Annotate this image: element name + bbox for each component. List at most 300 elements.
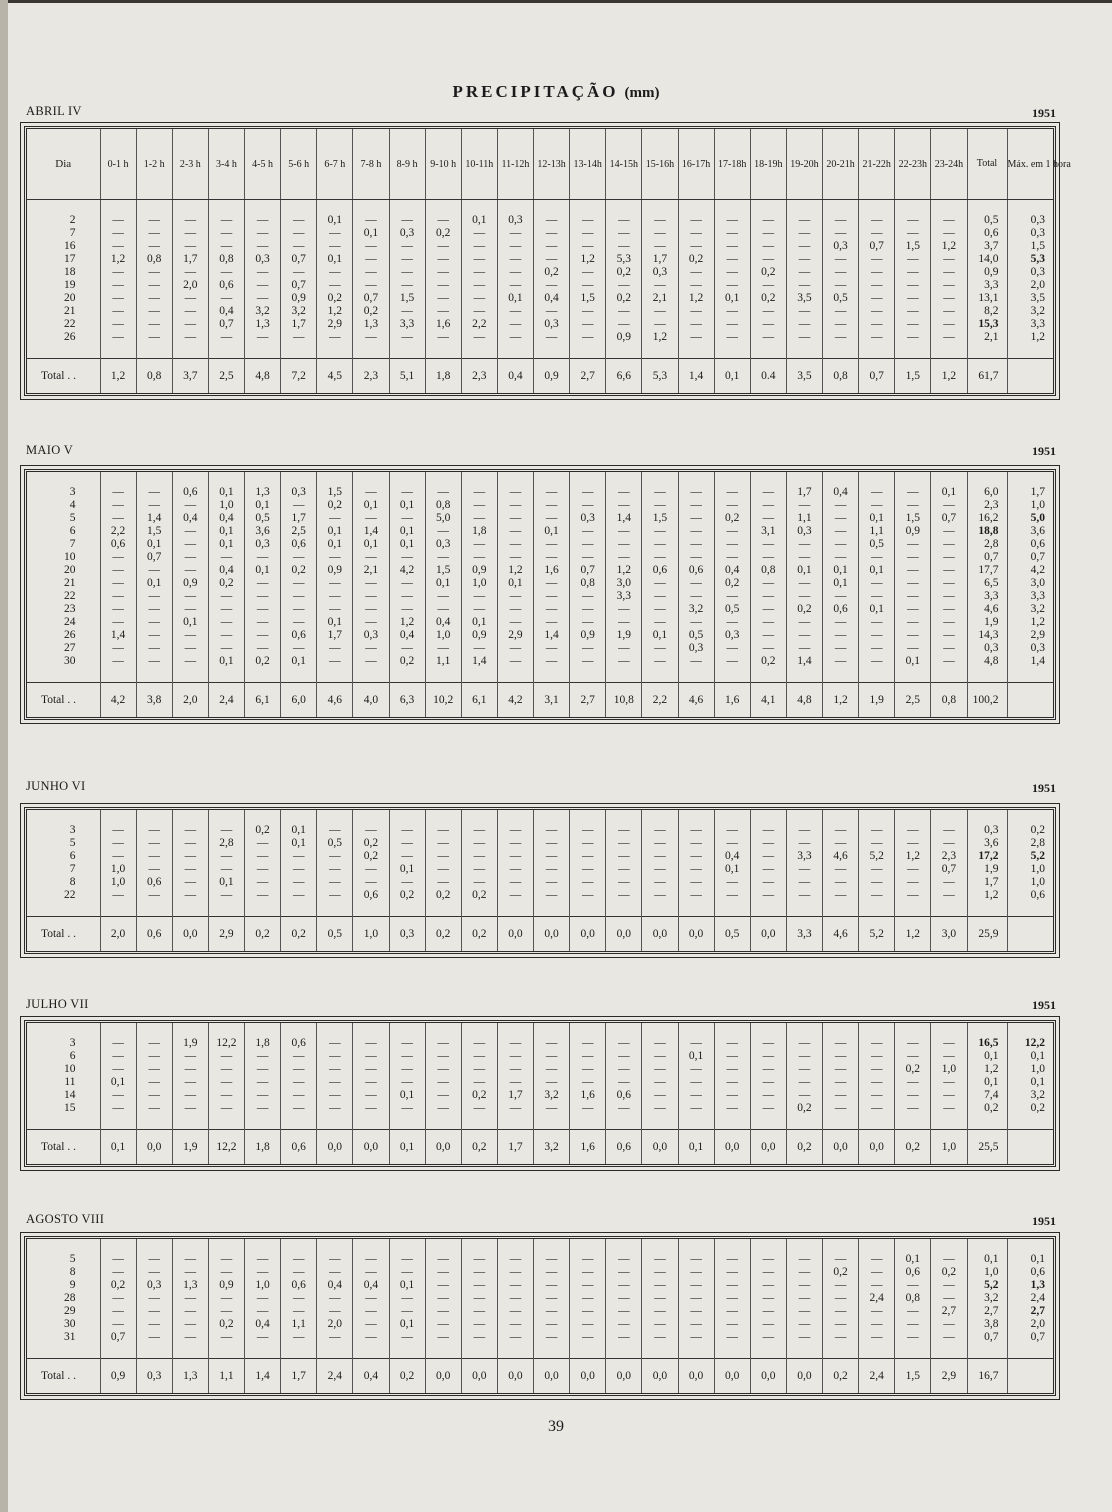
total-cell: 0,3: [967, 824, 1007, 837]
hour-cell: —: [172, 1102, 208, 1115]
hour-cell: —: [931, 616, 967, 629]
spacer-cell: [353, 200, 389, 215]
hour-cell: 0,3: [245, 538, 281, 551]
hour-cell: 0,2: [714, 512, 750, 525]
hour-cell: —: [461, 1063, 497, 1076]
hour-cell: —: [497, 1050, 533, 1063]
hour-cell: —: [534, 1063, 570, 1076]
hour-cell: 3,0: [606, 577, 642, 590]
hour-cell: —: [570, 1076, 606, 1089]
hour-cell: —: [245, 889, 281, 902]
total-label: Total . .: [27, 683, 100, 718]
hour-cell: —: [136, 1089, 172, 1102]
hour-cell: —: [100, 499, 136, 512]
hour-cell: —: [497, 1279, 533, 1292]
hour-cell: 0,1: [714, 292, 750, 305]
hour-total-cell: 5,3: [642, 359, 678, 394]
table-row: [27, 1279, 1053, 1292]
total-cell: 3,8: [967, 1318, 1007, 1331]
spacer-cell: [678, 1344, 714, 1359]
day-cell: 9: [69, 1279, 76, 1291]
hour-cell: —: [534, 655, 570, 668]
hour-cell: 1,4: [606, 512, 642, 525]
max-hour-cell: 0,6: [1007, 889, 1053, 902]
hour-cell: 0,2: [714, 577, 750, 590]
hour-cell: —: [714, 499, 750, 512]
hour-cell: —: [497, 253, 533, 266]
spacer-cell: [1007, 200, 1053, 215]
hour-cell: —: [895, 253, 931, 266]
hour-cell: —: [570, 1318, 606, 1331]
spacer-cell: [714, 1115, 750, 1130]
hour-cell: —: [823, 629, 859, 642]
hour-cell: —: [425, 590, 461, 603]
spacer-row: [27, 1344, 1053, 1359]
spacer-cell: [172, 1344, 208, 1359]
hour-total-cell: 5,2: [859, 917, 895, 952]
hour-cell: —: [642, 863, 678, 876]
spacer-cell: [823, 668, 859, 683]
spacer-cell: [245, 472, 281, 486]
hour-total-cell: 2,4: [208, 683, 244, 718]
spacer-cell: [714, 1023, 750, 1037]
hour-total-cell: 3,7: [172, 359, 208, 394]
hour-total-cell: 1,0: [353, 917, 389, 952]
hour-cell: —: [642, 590, 678, 603]
hour-cell: —: [750, 629, 786, 642]
hour-cell: —: [931, 603, 967, 616]
hour-cell: —: [281, 642, 317, 655]
column-header: 12-13h: [534, 129, 570, 200]
hour-cell: —: [931, 655, 967, 668]
hour-cell: —: [497, 837, 533, 850]
hour-cell: —: [100, 1266, 136, 1279]
hour-cell: —: [497, 1318, 533, 1331]
hour-cell: —: [281, 1331, 317, 1344]
hour-cell: 3,2: [281, 305, 317, 318]
hour-cell: 0,1: [642, 629, 678, 642]
hour-cell: —: [172, 240, 208, 253]
month-label: ABRIL IV: [26, 104, 82, 118]
hour-cell: 3,3: [786, 850, 822, 863]
hour-cell: 0,2: [461, 889, 497, 902]
hour-cell: —: [425, 1331, 461, 1344]
hour-total-cell: 3,0: [931, 917, 967, 952]
hour-cell: —: [714, 1063, 750, 1076]
hour-cell: —: [895, 331, 931, 344]
hour-cell: —: [714, 824, 750, 837]
max-hour-cell: 2,8: [1007, 837, 1053, 850]
hour-cell: —: [786, 253, 822, 266]
column-header: 14-15h: [606, 129, 642, 200]
day-cell: 27: [64, 642, 76, 654]
day-cell: 15: [64, 1102, 76, 1114]
hour-cell: —: [750, 603, 786, 616]
hour-cell: 0,9: [172, 577, 208, 590]
hour-total-cell: 2,0: [172, 683, 208, 718]
hour-cell: —: [714, 318, 750, 331]
hour-cell: 0,6: [895, 1266, 931, 1279]
hour-cell: 0,1: [353, 538, 389, 551]
spacer-cell: [786, 1239, 822, 1253]
total-max-cell: [1007, 1130, 1053, 1165]
hour-cell: —: [461, 240, 497, 253]
hour-total-cell: 0,0: [714, 1359, 750, 1394]
spacer-cell: [823, 200, 859, 215]
hour-cell: —: [714, 279, 750, 292]
max-hour-cell: 3,3: [1007, 590, 1053, 603]
spacer-cell: [967, 902, 1007, 917]
hour-cell: 3,3: [606, 590, 642, 603]
hour-cell: 1,8: [461, 525, 497, 538]
spacer-cell: [1007, 472, 1053, 486]
spacer-cell: [895, 472, 931, 486]
spacer-cell: [678, 902, 714, 917]
hour-total-cell: 3,3: [786, 917, 822, 952]
hour-cell: —: [389, 876, 425, 889]
spacer-cell: [859, 1115, 895, 1130]
hour-cell: 5,0: [425, 512, 461, 525]
hour-cell: —: [642, 499, 678, 512]
spacer-cell: [1007, 902, 1053, 917]
hour-cell: 2,9: [317, 318, 353, 331]
hour-cell: 0,3: [678, 642, 714, 655]
hour-cell: —: [534, 824, 570, 837]
column-header: 16-17h: [678, 129, 714, 200]
hour-cell: —: [136, 1266, 172, 1279]
hour-cell: —: [859, 1089, 895, 1102]
spacer-cell: [245, 1023, 281, 1037]
hour-cell: —: [534, 603, 570, 616]
hour-cell: —: [461, 1305, 497, 1318]
hour-cell: —: [353, 876, 389, 889]
hour-cell: —: [389, 1050, 425, 1063]
hour-cell: —: [172, 824, 208, 837]
day-cell: 28: [64, 1292, 76, 1304]
hour-cell: —: [100, 1292, 136, 1305]
hour-cell: —: [895, 266, 931, 279]
spacer-cell: [317, 472, 353, 486]
hour-cell: —: [172, 551, 208, 564]
hour-cell: —: [425, 837, 461, 850]
day-cell: 26: [64, 331, 76, 343]
hour-total-cell: 4,8: [786, 683, 822, 718]
spacer-cell: [136, 1239, 172, 1253]
spacer-cell: [534, 902, 570, 917]
spacer-cell: [570, 1023, 606, 1037]
spacer-cell: [27, 810, 100, 824]
spacer-cell: [534, 1115, 570, 1130]
total-cell: 2,1: [967, 331, 1007, 344]
spacer-cell: [281, 1115, 317, 1130]
hour-cell: —: [317, 590, 353, 603]
hour-cell: —: [245, 642, 281, 655]
spacer-cell: [678, 1239, 714, 1253]
hour-cell: —: [136, 305, 172, 318]
hour-cell: —: [570, 1037, 606, 1050]
hour-cell: —: [461, 227, 497, 240]
spacer-cell: [642, 810, 678, 824]
hour-cell: —: [823, 1037, 859, 1050]
hour-cell: —: [353, 1037, 389, 1050]
spacer-cell: [714, 810, 750, 824]
hour-cell: —: [136, 655, 172, 668]
hour-cell: —: [642, 1037, 678, 1050]
table-row: [27, 266, 1053, 279]
hour-cell: —: [425, 1318, 461, 1331]
max-hour-cell: 0,2: [1007, 824, 1053, 837]
hour-cell: —: [172, 1063, 208, 1076]
hour-cell: —: [750, 616, 786, 629]
table-row: [27, 512, 1053, 525]
spacer-cell: [750, 1115, 786, 1130]
hour-cell: 0,4: [317, 1279, 353, 1292]
hour-total-cell: 2,9: [931, 1359, 967, 1394]
hour-cell: —: [353, 1331, 389, 1344]
page-title: [0, 82, 1112, 102]
hour-cell: —: [931, 824, 967, 837]
hour-cell: —: [425, 1266, 461, 1279]
hour-cell: —: [461, 499, 497, 512]
hour-cell: 0,1: [389, 499, 425, 512]
spacer-cell: [714, 472, 750, 486]
spacer-cell: [642, 200, 678, 215]
hour-cell: —: [931, 1279, 967, 1292]
table-row: [27, 305, 1053, 318]
hour-cell: —: [136, 1318, 172, 1331]
hour-cell: —: [461, 292, 497, 305]
column-header: 15-16h: [642, 129, 678, 200]
hour-cell: —: [172, 305, 208, 318]
max-hour-cell: 0,7: [1007, 551, 1053, 564]
hour-cell: —: [859, 889, 895, 902]
spacer-cell: [281, 1239, 317, 1253]
table-row: [27, 1076, 1053, 1089]
hour-cell: —: [172, 318, 208, 331]
hour-cell: —: [245, 1305, 281, 1318]
spacer-cell: [317, 200, 353, 215]
spacer-cell: [1007, 810, 1053, 824]
total-cell: 6,5: [967, 577, 1007, 590]
hour-cell: —: [750, 486, 786, 499]
hour-cell: 0,9: [895, 525, 931, 538]
hour-cell: —: [678, 486, 714, 499]
hour-cell: 1,4: [461, 655, 497, 668]
hour-cell: —: [353, 331, 389, 344]
table-row: [27, 642, 1053, 655]
hour-cell: —: [208, 331, 244, 344]
spacer-cell: [461, 472, 497, 486]
spacer-cell: [172, 200, 208, 215]
spacer-cell: [497, 902, 533, 917]
hour-cell: —: [678, 318, 714, 331]
hour-cell: —: [823, 655, 859, 668]
day-cell: 24: [64, 616, 76, 628]
hour-cell: —: [425, 266, 461, 279]
hour-cell: —: [353, 616, 389, 629]
hour-cell: —: [750, 227, 786, 240]
spacer-cell: [714, 1344, 750, 1359]
hour-cell: —: [570, 1266, 606, 1279]
total-cell: 17,7: [967, 564, 1007, 577]
hour-cell: —: [750, 824, 786, 837]
hour-cell: 1,2: [678, 292, 714, 305]
hour-cell: —: [570, 1253, 606, 1266]
hour-cell: —: [895, 279, 931, 292]
hour-cell: —: [642, 850, 678, 863]
spacer-cell: [570, 810, 606, 824]
spacer-cell: [136, 668, 172, 683]
spacer-cell: [678, 668, 714, 683]
spacer-cell: [389, 1344, 425, 1359]
hour-cell: 0,9: [606, 331, 642, 344]
hour-cell: —: [714, 486, 750, 499]
column-header: 13-14h: [570, 129, 606, 200]
hour-cell: —: [497, 227, 533, 240]
hour-cell: —: [750, 889, 786, 902]
hour-cell: 0,1: [353, 499, 389, 512]
hour-cell: —: [389, 1331, 425, 1344]
day-cell: 23: [64, 603, 76, 615]
spacer-cell: [425, 200, 461, 215]
hour-cell: 1,0: [208, 499, 244, 512]
hour-cell: —: [678, 850, 714, 863]
hour-total-cell: 0,2: [461, 917, 497, 952]
hour-cell: —: [461, 1331, 497, 1344]
spacer-cell: [859, 810, 895, 824]
hour-cell: 1,6: [534, 564, 570, 577]
hour-cell: —: [823, 1331, 859, 1344]
hour-cell: —: [100, 1050, 136, 1063]
spacer-cell: [895, 1239, 931, 1253]
hour-cell: —: [172, 1292, 208, 1305]
hour-cell: 3,5: [786, 292, 822, 305]
hour-cell: —: [642, 889, 678, 902]
spacer-cell: [461, 200, 497, 215]
hour-cell: —: [136, 1037, 172, 1050]
hour-cell: —: [245, 577, 281, 590]
hour-cell: —: [750, 1089, 786, 1102]
hour-cell: —: [317, 331, 353, 344]
day-cell: 20: [64, 564, 76, 576]
hour-cell: —: [136, 889, 172, 902]
day-cell: 22: [64, 889, 76, 901]
hour-cell: —: [461, 551, 497, 564]
total-cell: 0,6: [967, 227, 1007, 240]
hour-cell: —: [750, 1305, 786, 1318]
table-row: [27, 551, 1053, 564]
table-row: [27, 1266, 1053, 1279]
spacer-cell: [931, 472, 967, 486]
max-hour-cell: 3,2: [1007, 305, 1053, 318]
hour-cell: 1,6: [425, 318, 461, 331]
day-cell: 6: [69, 1050, 76, 1062]
hour-cell: —: [606, 642, 642, 655]
title-unit: (mm): [624, 85, 660, 101]
hour-cell: 0,2: [786, 1102, 822, 1115]
spacer-cell: [642, 344, 678, 359]
hour-cell: —: [823, 331, 859, 344]
hour-cell: —: [642, 1292, 678, 1305]
year-label: 1951: [1032, 781, 1056, 795]
hour-cell: —: [389, 1266, 425, 1279]
hour-cell: —: [895, 499, 931, 512]
max-hour-cell: 2,4: [1007, 1292, 1053, 1305]
hour-cell: 0,5: [859, 538, 895, 551]
hour-cell: 0,3: [425, 538, 461, 551]
hour-cell: —: [389, 850, 425, 863]
max-hour-cell: 5,2: [1007, 850, 1053, 863]
hour-cell: —: [317, 824, 353, 837]
hour-cell: 0,4: [208, 564, 244, 577]
hour-total-cell: 0,0: [317, 1130, 353, 1165]
hour-cell: —: [570, 240, 606, 253]
hour-cell: —: [534, 837, 570, 850]
spacer-cell: [461, 1344, 497, 1359]
hour-cell: —: [895, 577, 931, 590]
hour-cell: 0,1: [208, 876, 244, 889]
hour-cell: 0,5: [678, 629, 714, 642]
hour-cell: —: [534, 214, 570, 227]
day-cell: 7: [69, 863, 76, 875]
year-label: 1951: [1032, 444, 1056, 458]
hour-cell: 0,1: [317, 538, 353, 551]
hour-total-cell: 0,0: [642, 1130, 678, 1165]
hour-total-cell: 0,0: [642, 1359, 678, 1394]
spacer-cell: [281, 902, 317, 917]
day-cell: 5: [69, 512, 76, 524]
hour-cell: 2,4: [859, 1292, 895, 1305]
table-row: [27, 1102, 1053, 1115]
hour-cell: 0,1: [353, 227, 389, 240]
hour-cell: —: [389, 1037, 425, 1050]
hour-cell: 0,1: [208, 486, 244, 499]
hour-cell: —: [100, 1063, 136, 1076]
hour-cell: —: [100, 1037, 136, 1050]
hour-cell: —: [208, 292, 244, 305]
hour-cell: —: [389, 331, 425, 344]
hour-cell: 0,6: [678, 564, 714, 577]
hour-cell: —: [353, 551, 389, 564]
table-row: [27, 889, 1053, 902]
spacer-cell: [100, 344, 136, 359]
spacer-cell: [931, 902, 967, 917]
hour-cell: 1,7: [786, 486, 822, 499]
hour-total-cell: 0,6: [136, 917, 172, 952]
hour-cell: —: [859, 318, 895, 331]
hour-cell: —: [895, 1305, 931, 1318]
spacer-cell: [461, 344, 497, 359]
hour-cell: —: [534, 1279, 570, 1292]
hour-total-cell: 3,8: [136, 683, 172, 718]
hour-cell: —: [534, 486, 570, 499]
hour-cell: —: [931, 590, 967, 603]
hour-cell: —: [823, 889, 859, 902]
spacer-cell: [750, 1023, 786, 1037]
hour-cell: —: [136, 824, 172, 837]
hour-cell: —: [136, 1076, 172, 1089]
hour-cell: 0,1: [136, 577, 172, 590]
hour-cell: —: [245, 850, 281, 863]
hour-cell: 1,2: [570, 253, 606, 266]
hour-cell: —: [678, 1292, 714, 1305]
hour-cell: —: [786, 1318, 822, 1331]
hour-cell: —: [534, 1292, 570, 1305]
hour-cell: —: [353, 1063, 389, 1076]
hour-cell: —: [823, 1305, 859, 1318]
hour-cell: —: [642, 642, 678, 655]
spacer-cell: [497, 200, 533, 215]
